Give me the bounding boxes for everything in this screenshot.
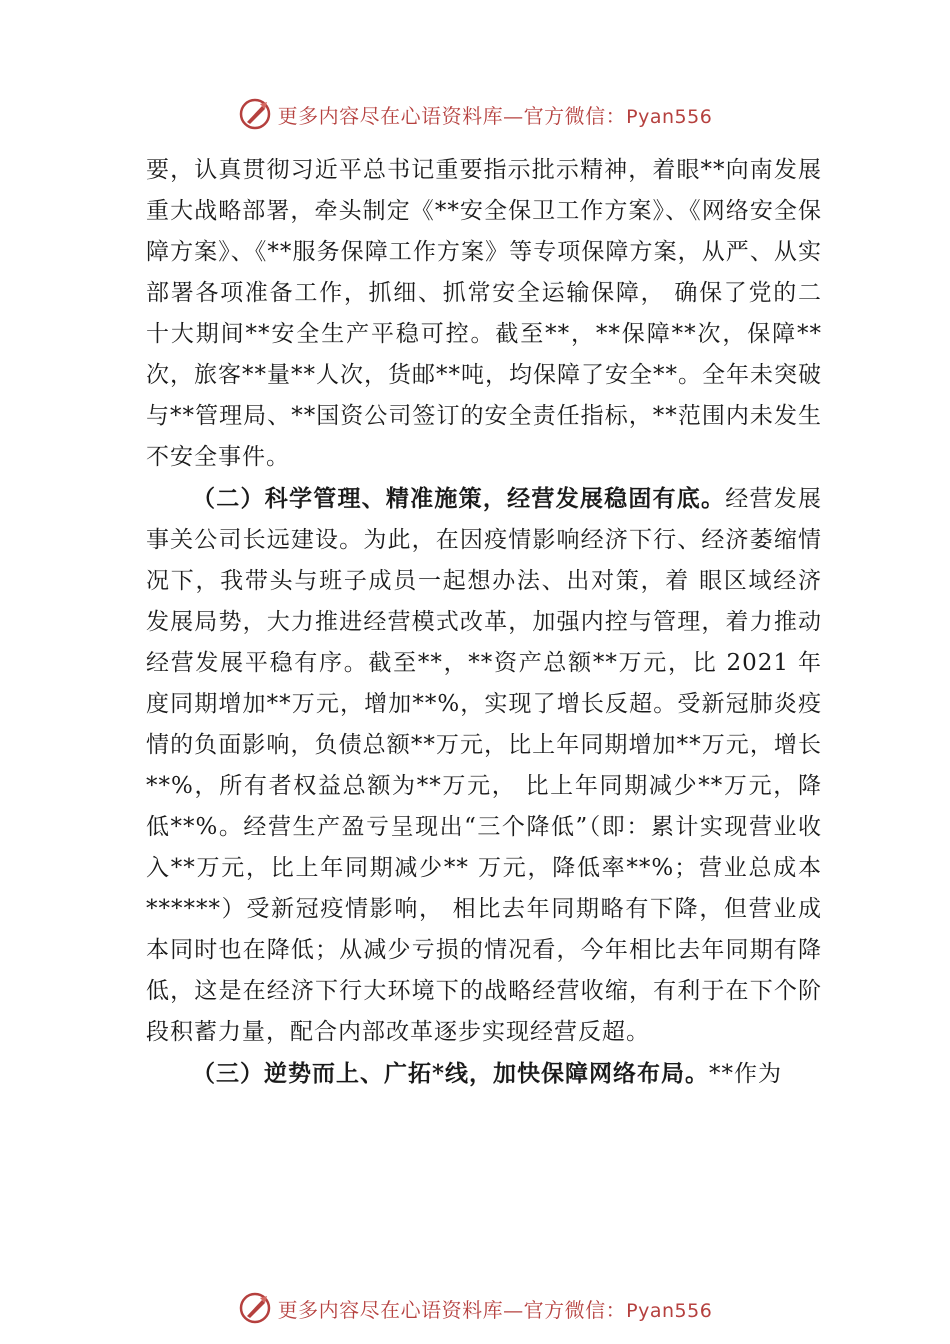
footer-brand: 更多内容尽在心语资料库 (277, 1297, 504, 1322)
document-body (146, 150, 822, 1095)
footer-text (278, 1294, 713, 1323)
footer-dash: — (503, 1297, 524, 1322)
paragraph-3-heading: （三）逆势而上、广拓*线，加快保障网络布局。 (192, 1060, 710, 1087)
paragraph-2 (146, 478, 822, 1053)
paragraph-2-body: 经营发展事关公司长远建设。为此，在因疫情影响经济下行、经济萎缩情况下，我带头与班子成员一起想办法、出对策，着 眼区域经济发展局势，大力推进经营模式改革，加强内控与管理，着力推动经营发展平稳有序。截至**，**资产总额**万元，比 2021 年度同期增加**万元，增加**%，实现了增长反超。受新冠肺炎疫情的负面影响，负债总额**万元，比上年同期增加**万元，增长**%，所有者权益总额为**万元， 比上年同期减少**万元，降低**%。经营生产盈亏呈现出“三个降低”（即：累计实现营业收入**万元，比上年同期减少** 万元，降低率**%；营业总成本******）受新冠疫情影响， 相比去年同期略有下降，但营业成本同时也在降低；从减少亏损的情况看，今年相比去年同期有降低，这是在经济下行大环境下的战略经营收缩，有利于在下个阶段积蓄力量，配合内部改革逐步实现经营反超。 (146, 486, 823, 1045)
header-text (278, 100, 713, 129)
paragraph-3 (146, 1053, 822, 1095)
footer-wechat-id: Pyan556 (626, 1299, 713, 1322)
header-brand: 更多内容尽在心语资料库 (277, 103, 504, 128)
header-wechat-label: 官方微信： (523, 103, 627, 128)
header-dash: — (503, 103, 524, 128)
header-wechat-id: Pyan556 (626, 105, 713, 128)
header-banner (0, 92, 950, 136)
quill-logo-icon (238, 1291, 272, 1325)
paragraph-2-heading: （二）科学管理、精准施策，经营发展稳固有底。 (192, 485, 726, 512)
quill-logo-icon (238, 97, 272, 131)
footer-wechat-label: 官方微信： (523, 1297, 627, 1322)
paragraph-3-body: **作为 (709, 1061, 783, 1087)
footer-banner (0, 1286, 950, 1330)
paragraph-1: 要，认真贯彻习近平总书记重要指示批示精神，着眼**向南发展重大战略部署，牵头制定《**安全保卫工作方案》、《网络安全保障方案》、《**服务保障工作方案》等专项保障方案，从严、从实部署各项准备工作，抓细、抓常安全运输保障， 确保了党的二十大期间**安全生产平稳可控。截至**，**保障**次，保障**次，旅客**量**人次，货邮**吨，均保障了安全**。全年未突破与**管理局、**国资公司签订的安全责任指标，**范围内未发生不安全事件。 (146, 157, 822, 470)
